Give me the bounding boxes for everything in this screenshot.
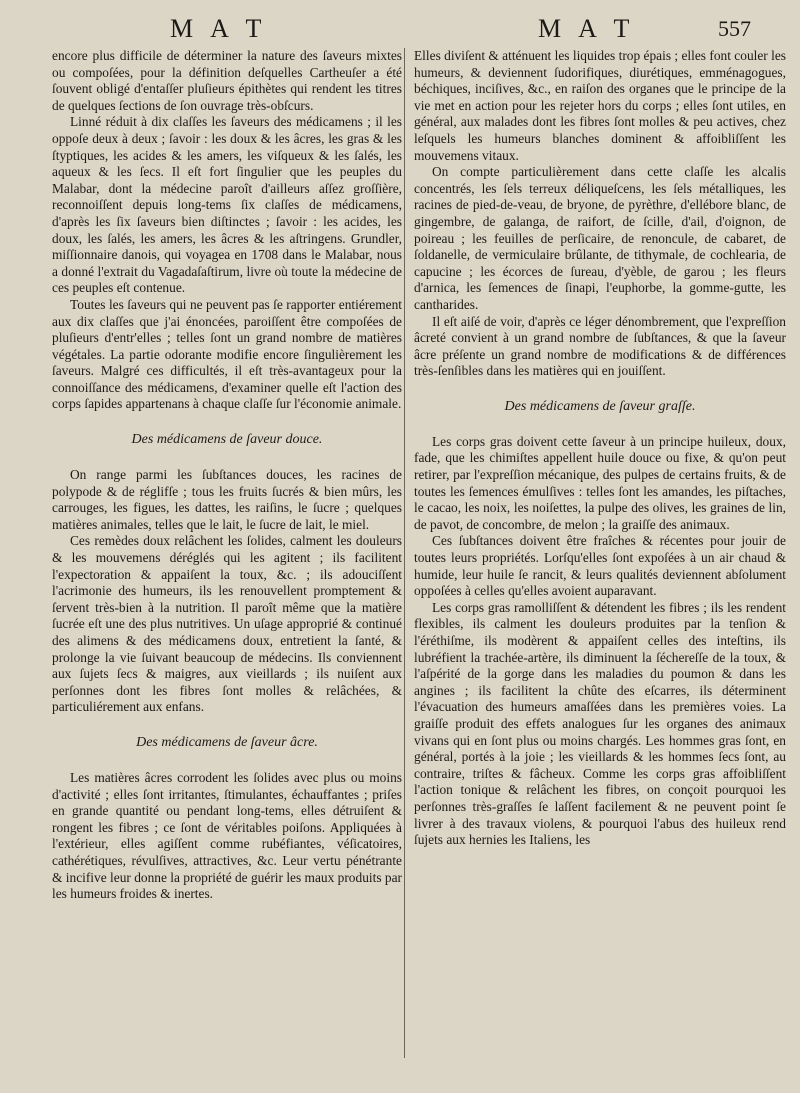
paragraph: Les corps gras ramolliſſent & détendent les fibres ; ils les rendent flexibles, ils calment les douleurs produites par la tenſion & l'éréthiſme, ils modèrent & appaiſent celles des inteſtins, ils lubréfient la trachée-artère, ils diminuent la ſéchereſſe de la toux, & l'aſpérité de la gorge dans les maladies du poumon & dans les angines ; ils facilitent la chûte des eſcarres, ils déterminent l'évacuation des humeurs amaſſées dans les premières voies. La graiſſe produit des effets analogues ſur les organes des animaux vivans qui en ſont plus ou moins chargés. Les hommes gras ſont, en général, portés à la joie ; les vieillards & les hommes ſecs ſont, au contraire, triſtes & fâcheux. Comme les corps gras affoibliſſent l'action tonique & relâchent les fibres, on conçoit pourquoi les perſonnes très-graſſes ſe laſſent facilement & ne peuvent point ſe livrer à des travaux violens, & pourquoi l'abus des huileux rend ſujets aux hernies les Italiens, les [414,599,786,848]
right-column [414,48,786,1088]
paragraph: Les corps gras doivent cette ſaveur à un principe huileux, doux, fade, que les chimiſtes appellent huile douce ou fixe, & qu'on peut retirer, par l'expreſſion mécanique, des pulpes de certains fruits, & de toutes les ſemences émulſives : telles ſont les amandes, les piſtaches, le cacao, les noix, les noiſettes, la pulpe des olives, les graines de lin, de pavot, de concombre, de melon ; la graiſſe des animaux. [414,433,786,532]
page-number: 557 [718,16,751,41]
column-divider [404,48,405,1058]
paragraph: Toutes les ſaveurs qui ne peuvent pas ſe rapporter entiérement aux dix claſſes que j'ai énoncées, paroiſſent être compoſées de pluſieurs d'entr'elles ; telles ſont un grand nombre de matières végétales. La partie odorante modifie encore ſingulièrement les ſaveurs. Malgré ces difficultés, il eſt très-avantageux pour la connoiſſance des médicamens, d'examiner quelle eſt l'action des corps ſapides appartenans à chaque claſſe ſur l'économie animale. [52,296,402,412]
section-heading-douce: Des médicamens de ſaveur douce. [131,432,323,448]
paragraph: Linné réduit à dix claſſes les ſaveurs des médicamens ; il les oppoſe deux à deux ; ſavoir : les doux & les âcres, les gras & les ſtyptiques, les acides & les amers, les viſqueux & les ſalés, les aqueux & les ſecs. Il eſt fort ſingulier que les peuples du Malabar, dont la médecine paroît d'ailleurs aſſez groſſière, reconnoiſſent depuis long-tems ſix claſſes de médicamens, d'après les ſix ſaveurs bien diſtinctes ; ſavoir : les acides, les doux, les ſalés, les amers, les âcres & les aſtringens. Grundler, miſſionnaire danois, qui voyagea en 1708 dans le Malabar, nous a donné l'extrait du Vagadaſaſtirum, livre où toute la médecine de ces peuples eſt contenue. [52,114,402,296]
running-header [0,14,800,48]
paragraph: On compte particulièrement dans cette claſſe les alcalis concentrés, les ſels terreux déliqueſcens, les ſels métalliques, les racines de pied-de-veau, de bryone, de pyrèthre, d'ellébore blanc, de gingembre, de galanga, de raifort, de ſcille, d'ail, d'oignon, de poireau ; les feuilles de perſicaire, de renoncule, de cabaret, de ſoldanelle, de vermiculaire brûlante, de tithymale, de cochlearia, de capucine ; les écorces de ſureau, d'yèble, de garou ; les fleurs d'arnica, les ſemences de ſinapi, l'euphorbe, la gomme-gutte, les cantharides. [414,164,786,312]
paragraph: encore plus difficile de déterminer la nature des ſaveurs mixtes ou compoſées, pour la définition deſquelles Cartheuſer a été ſouvent obligé d'entaſſer pluſieurs épithètes qui rendent les titres de quelques ſections de ſon ouvrage très-obſcurs. [52,48,402,113]
left-running-title: M A T [170,14,268,43]
section-heading-acre: Des médicamens de ſaveur âcre. [136,734,318,750]
paragraph: Ces remèdes doux relâchent les ſolides, calment les douleurs & les mouvemens déréglés qui les agitent ; ils facilitent l'expectoration & appaiſent la toux, &c. ; ils adouciſſent l'acrimonie des humeurs, ils les renouvellent promptement & ſervent très-bien à la nutrition. Il paroît même que la matière ſucrée eſt une des plus nutritives. Un uſage approprié & continué des alimens & des médicamens doux, entretient la ſanté, & prolonge la vie ſuivant beaucoup de médecins. Ils conviennent aux ſujets ſecs & maigres, aux vieillards ; ils nuiſent aux perſonnes dont les fibres ſont molles & relâchées, & particuliérement aux enfans. [52,533,402,715]
paragraph: Les matières âcres corrodent les ſolides avec plus ou moins d'activité ; elles ſont irritantes, ſtimulantes, échauffantes ; priſes en grande quantité ou pendant long-tems, elles détruiſent & rongent les fibres ; ce ſont de véritables poiſons. Appliquées à l'extérieur, elles agiſſent comme rubéfiantes, véſicatoires, cathérétiques, révulſives, attractives, &c. Leur vertu pénétrante & incifive leur donne la propriété de guérir les maux produits par les humeurs froides & inertes. [52,769,402,902]
paragraph: Ces ſubſtances doivent être fraîches & récentes pour jouir de toutes leurs propriétés. Lorſqu'elles ſont expoſées à un air chaud & humide, leur huile ſe rancit, & leurs qualités deviennent abſolument oppoſées à celles qu'elles avoient auparavant. [414,533,786,599]
left-column [52,48,402,1088]
paragraph: Il eſt aiſé de voir, d'après ce léger dénombrement, que l'expreſſion âcreté convient à un grand nombre de ſubſtances, & que la ſaveur âcre préſente un grand nombre de modifications & de différences très-ſenſibles dans les matières qui en jouiſſent. [414,313,786,379]
paragraph: On range parmi les ſubſtances douces, les racines de polypode & de réglifſe ; tous les fruits ſucrés & bien mûrs, les carrouges, les figues, les dattes, les raiſins, le ſucre ; quelques matières animales, telles que le lait, le ſucre de lait, le miel. [52,467,402,532]
section-heading-grasse: Des médicamens de ſaveur graſſe. [504,398,696,414]
paragraph: Elles diviſent & atténuent les liquides trop épais ; elles font couler les humeurs, & deviennent ſudorifiques, diurétiques, emménagogues, béchiques, inciſives, &c., en raiſon des organes que le principe de la vie met en action pour les rejeter hors du corps ; elles ſont utiles, en général, aux malades dont les fibres ſont molles & peu actives, chez leſquels les humeurs blanches dominent & affoibliſſent les mouvemens vitaux. [414,48,786,163]
right-running-title: M A T [538,14,636,43]
